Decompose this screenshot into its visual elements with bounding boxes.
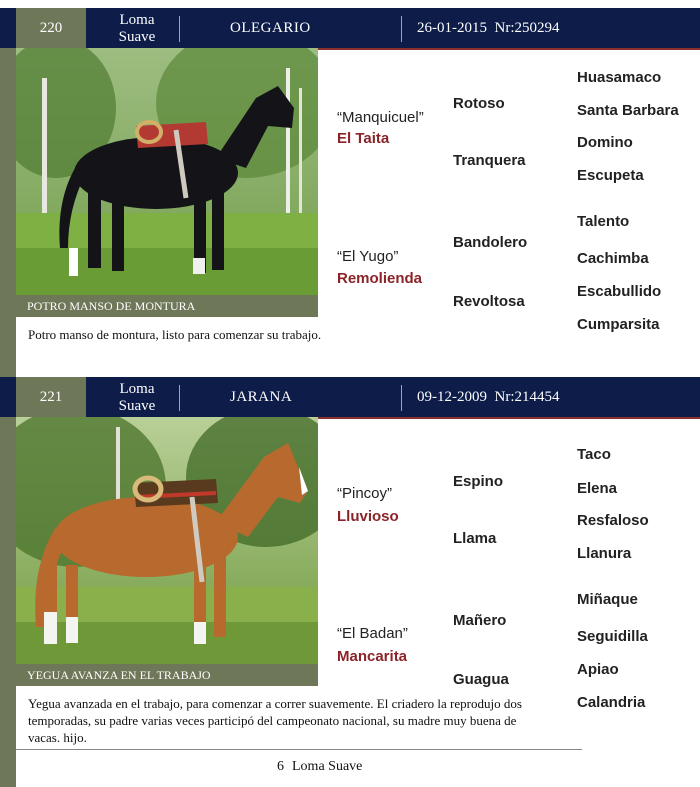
great-grandparent: Escupeta <box>577 167 644 184</box>
great-grandparent: Miñaque <box>577 591 638 608</box>
grandparent: Revoltosa <box>453 293 525 310</box>
great-grandparent: Apiao <box>577 661 619 678</box>
dam-name: Mancarita <box>337 648 408 665</box>
birth-date: 26-01-2015 <box>417 20 487 36</box>
great-grandparent: Cachimba <box>577 250 649 267</box>
great-grandparent: Santa Barbara <box>577 102 679 119</box>
lot-header-bar <box>0 8 700 48</box>
header-divider <box>401 385 402 411</box>
footer-text: Loma Suave <box>292 759 363 774</box>
photo-caption: POTRO MANSO DE MONTURA <box>16 295 318 317</box>
great-grandparent: Domino <box>577 134 633 151</box>
lot-220 <box>0 8 700 370</box>
lot-description: Yegua avanzada en el trabajo, para comenzar a correr suavemente. El criadero la reprodujo dos temporadas, su padre varias veces participó del campeonato nacional, su madre muy buena de vacas. hijo. <box>28 696 522 745</box>
grandparent: Llama <box>453 530 497 547</box>
grandparent: Mañero <box>453 612 507 629</box>
page-footer <box>277 759 370 775</box>
great-grandparent: Resfaloso <box>577 512 649 529</box>
breeder-name: Loma Suave <box>118 12 156 45</box>
grandparent: Espino <box>453 473 504 490</box>
page-number: 6 <box>277 759 284 774</box>
dam-name: Remolienda <box>337 270 423 287</box>
horse-name: JARANA <box>230 389 293 405</box>
sire-name: El Taita <box>337 130 390 147</box>
horse-name: OLEGARIO <box>230 20 311 36</box>
horse-photo <box>16 417 318 669</box>
sire-nickname: “Manquicuel” <box>337 109 424 126</box>
horse-photo <box>16 48 318 300</box>
header-divider <box>179 16 180 42</box>
birth-and-registration <box>417 377 560 417</box>
lot-header-bar <box>0 377 700 417</box>
sire-name: Lluvioso <box>337 508 399 525</box>
footer-rule <box>16 749 582 750</box>
lot-description: Potro manso de montura, listo para comenzar su trabajo. <box>28 327 322 342</box>
dam-nickname: “El Badan” <box>337 625 408 642</box>
great-grandparent: Talento <box>577 213 630 230</box>
great-grandparent: Cumparsita <box>577 316 660 333</box>
grandparent: Tranquera <box>453 152 526 169</box>
registration-number: Nr:250294 <box>494 20 560 36</box>
great-grandparent: Calandria <box>577 694 646 711</box>
dam-nickname: “El Yugo” <box>337 248 399 265</box>
great-grandparent: Taco <box>577 446 611 463</box>
grandparent: Guagua <box>453 671 509 688</box>
lot-number: 221 <box>16 377 86 417</box>
great-grandparent: Llanura <box>577 545 632 562</box>
birth-date: 09-12-2009 <box>417 389 487 405</box>
great-grandparent: Huasamaco <box>577 69 662 86</box>
great-grandparent: Seguidilla <box>577 628 648 645</box>
registration-number: Nr:214454 <box>494 389 560 405</box>
great-grandparent: Elena <box>577 480 618 497</box>
great-grandparent: Escabullido <box>577 283 662 300</box>
grandparent: Bandolero <box>453 234 528 251</box>
photo-caption: YEGUA AVANZA EN EL TRABAJO <box>16 664 318 686</box>
header-divider <box>179 385 180 411</box>
lot-221 <box>0 377 700 749</box>
breeder-name: Loma Suave <box>118 381 156 414</box>
header-divider <box>401 16 402 42</box>
sire-nickname: “Pincoy” <box>337 485 393 502</box>
birth-and-registration <box>417 8 560 48</box>
grandparent: Rotoso <box>453 95 505 112</box>
lot-number: 220 <box>16 8 86 48</box>
